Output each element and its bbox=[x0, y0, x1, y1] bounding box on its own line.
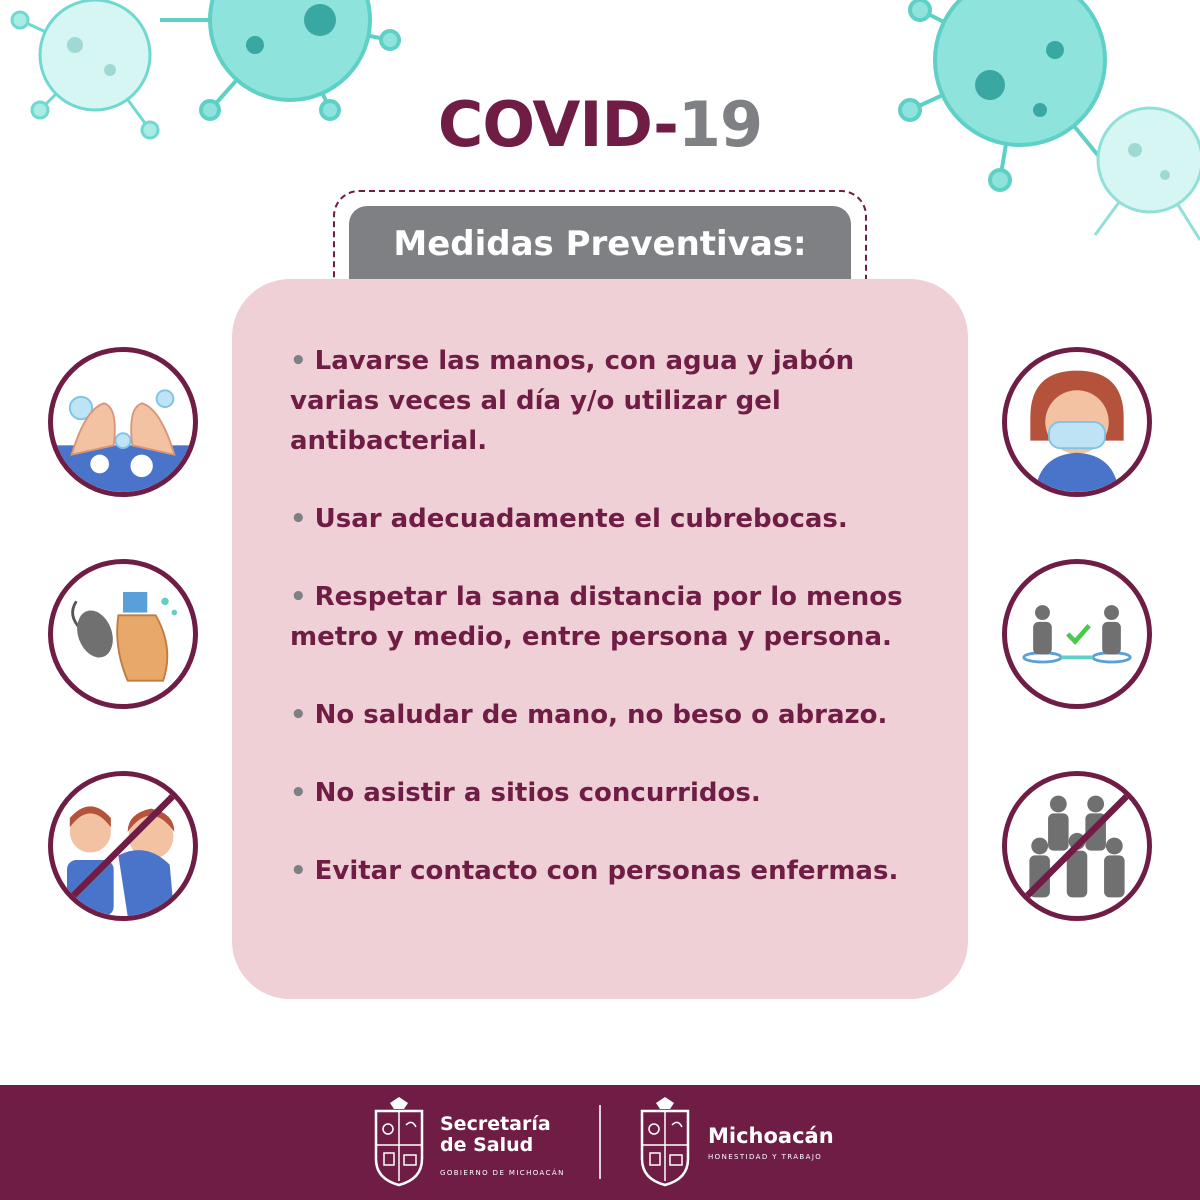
bullet-marker: • bbox=[290, 856, 307, 886]
hand-washing-icon bbox=[48, 347, 198, 497]
no-crowds-icon bbox=[1002, 771, 1152, 921]
page-title bbox=[0, 88, 1200, 161]
logo1-line2: de Salud bbox=[440, 1134, 534, 1156]
measure-item bbox=[290, 341, 930, 461]
measure-text: No asistir a sitios concurridos. bbox=[314, 778, 761, 808]
logo-secretaria-salud bbox=[370, 1097, 570, 1189]
measure-text: Evitar contacto con personas enfermas. bbox=[314, 856, 899, 886]
measure-text: Lavarse las manos, con agua y jabón varias veces al día y/o utilizar gel antibacterial. bbox=[290, 346, 855, 456]
bullet-marker: • bbox=[290, 700, 307, 730]
bullet-marker: • bbox=[290, 504, 307, 534]
measure-item bbox=[290, 577, 930, 657]
measure-text: No saludar de mano, no beso o abrazo. bbox=[314, 700, 888, 730]
measure-item bbox=[290, 695, 930, 735]
social-distance-icon bbox=[1002, 559, 1152, 709]
measure-text: Usar adecuadamente el cubrebocas. bbox=[314, 504, 848, 534]
face-mask-icon bbox=[1002, 347, 1152, 497]
logo1-subtitle: GOBIERNO DE MICHOACÁN bbox=[440, 1169, 565, 1177]
footer-divider bbox=[599, 1105, 601, 1179]
coat-of-arms-icon bbox=[370, 1097, 428, 1187]
logo2-subtitle: HONESTIDAD Y TRABAJO bbox=[708, 1153, 823, 1161]
title-number: 19 bbox=[677, 88, 763, 161]
measure-text: Respetar la sana distancia por lo menos metro y medio, entre persona y persona. bbox=[290, 582, 903, 652]
logo1-line1: Secretaría bbox=[440, 1113, 551, 1135]
section-header: Medidas Preventivas: bbox=[349, 206, 851, 286]
title-main: COVID- bbox=[437, 88, 678, 161]
no-sneezing-on-people-icon bbox=[48, 771, 198, 921]
measures-card bbox=[232, 279, 968, 999]
bullet-marker: • bbox=[290, 582, 307, 612]
bullet-marker: • bbox=[290, 346, 307, 376]
measures-list bbox=[290, 341, 930, 929]
bullet-marker: • bbox=[290, 778, 307, 808]
logo-michoacan bbox=[636, 1097, 846, 1189]
measure-item bbox=[290, 851, 930, 891]
logo2-name: Michoacán bbox=[708, 1124, 834, 1148]
footer bbox=[0, 1085, 1200, 1200]
measure-item bbox=[290, 499, 930, 539]
coat-of-arms-icon bbox=[636, 1097, 694, 1187]
disinfectant-spray-icon bbox=[48, 559, 198, 709]
measure-item bbox=[290, 773, 930, 813]
